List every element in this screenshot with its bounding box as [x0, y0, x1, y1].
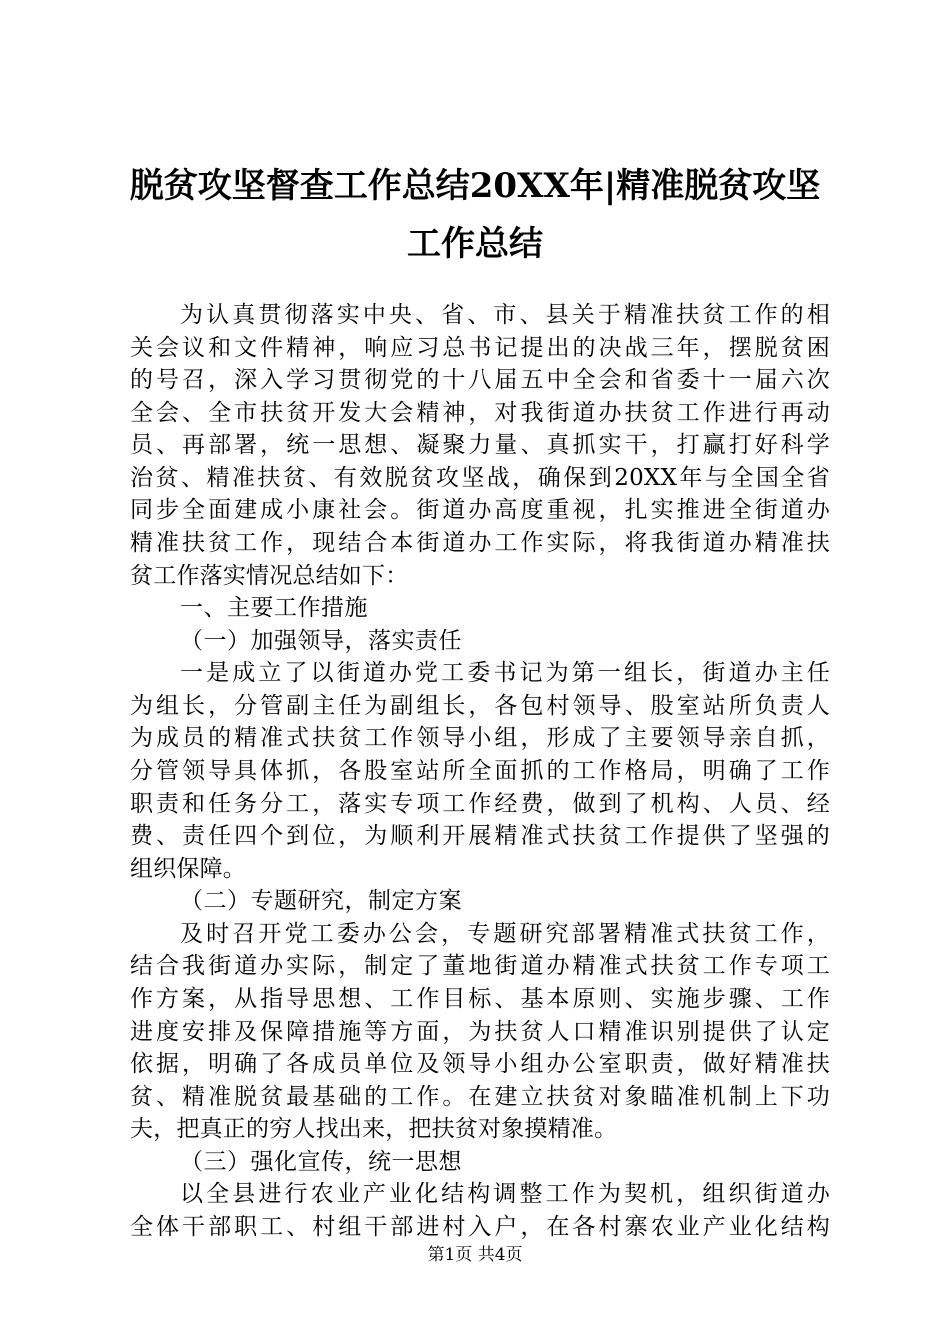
body-line: 结合我街道办实际，制定了董地街道办精准式扶贫工作专项工 [130, 953, 830, 979]
intro-line: 同步全面建成小康社会。街道办高度重视，扎实推进全街道办 [130, 497, 830, 523]
document-title-line-2: 工作总结 [407, 224, 543, 264]
body-line: 一是成立了以街道办党工委书记为第一组长，街道办主任 [180, 660, 830, 686]
body-line: 分管领导具体抓，各股室站所全面抓的工作格局，明确了工作 [130, 758, 830, 784]
body-line: 贫、精准脱贫最基础的工作。在建立扶贫对象瞄准机制上下功 [130, 1084, 830, 1110]
intro-line: 治贫、精准扶贫、有效脱贫攻坚战，确保到20XX年与全国全省 [130, 465, 830, 491]
body-line: 费、责任四个到位，为顺利开展精准式扶贫工作提供了坚强的 [130, 823, 830, 849]
intro-line: 关会议和文件精神，响应习总书记提出的决战三年，摆脱贫困 [130, 335, 830, 361]
body-line: 全体干部职工、村组干部进村入户，在各村寨农业产业化结构 [130, 1214, 830, 1240]
subsection-heading: （二）专题研究，制定方案 [180, 888, 462, 914]
intro-line: 全会、全市扶贫开发大会精神，对我街道办扶贫工作进行再动 [130, 400, 830, 426]
intro-line: 员、再部署，统一思想、凝聚力量、真抓实干，打赢打好科学 [130, 432, 830, 458]
body-line: 及时召开党工委办公会，专题研究部署精准式扶贫工作， [180, 921, 830, 947]
intro-line: 的号召，深入学习贯彻党的十八届五中全会和省委十一届六次 [130, 367, 830, 393]
intro-line: 精准扶贫工作，现结合本街道办工作实际，将我街道办精准扶 [130, 530, 830, 556]
subsection-heading: （三）强化宣传，统一思想 [180, 1149, 462, 1175]
document-title-line-1: 脱贫攻坚督查工作总结20XX年|精准脱贫攻坚 [129, 166, 821, 206]
body-line: 夫，把真正的穷人找出来，把扶贫对象摸精准。 [130, 1116, 618, 1142]
body-line: 进度安排及保障措施等方面，为扶贫人口精准识别提供了认定 [130, 1019, 830, 1045]
intro-line: 为认真贯彻落实中央、省、市、县关于精准扶贫工作的相 [180, 302, 830, 328]
body-line: 为组长，分管副主任为副组长，各包村领导、股室站所负责人 [130, 693, 830, 719]
body-line: 组织保障。 [130, 856, 246, 882]
page-footer: 第1页 共4页 [427, 1245, 523, 1265]
section-heading: 一、主要工作措施 [180, 595, 368, 621]
body-line: 作方案，从指导思想、工作目标、基本原则、实施步骤、工作 [130, 986, 830, 1012]
body-line: 职责和任务分工，落实专项工作经费，做到了机构、人员、经 [130, 791, 830, 817]
intro-line: 贫工作落实情况总结如下： [130, 563, 409, 589]
subsection-heading: （一）加强领导，落实责任 [180, 628, 462, 654]
body-line: 为成员的精准式扶贫工作领导小组，形成了主要领导亲自抓， [130, 725, 830, 751]
body-line: 以全县进行农业产业化结构调整工作为契机，组织街道办 [180, 1181, 830, 1207]
body-line: 依据，明确了各成员单位及领导小组办公室职责，做好精准扶 [130, 1051, 830, 1077]
